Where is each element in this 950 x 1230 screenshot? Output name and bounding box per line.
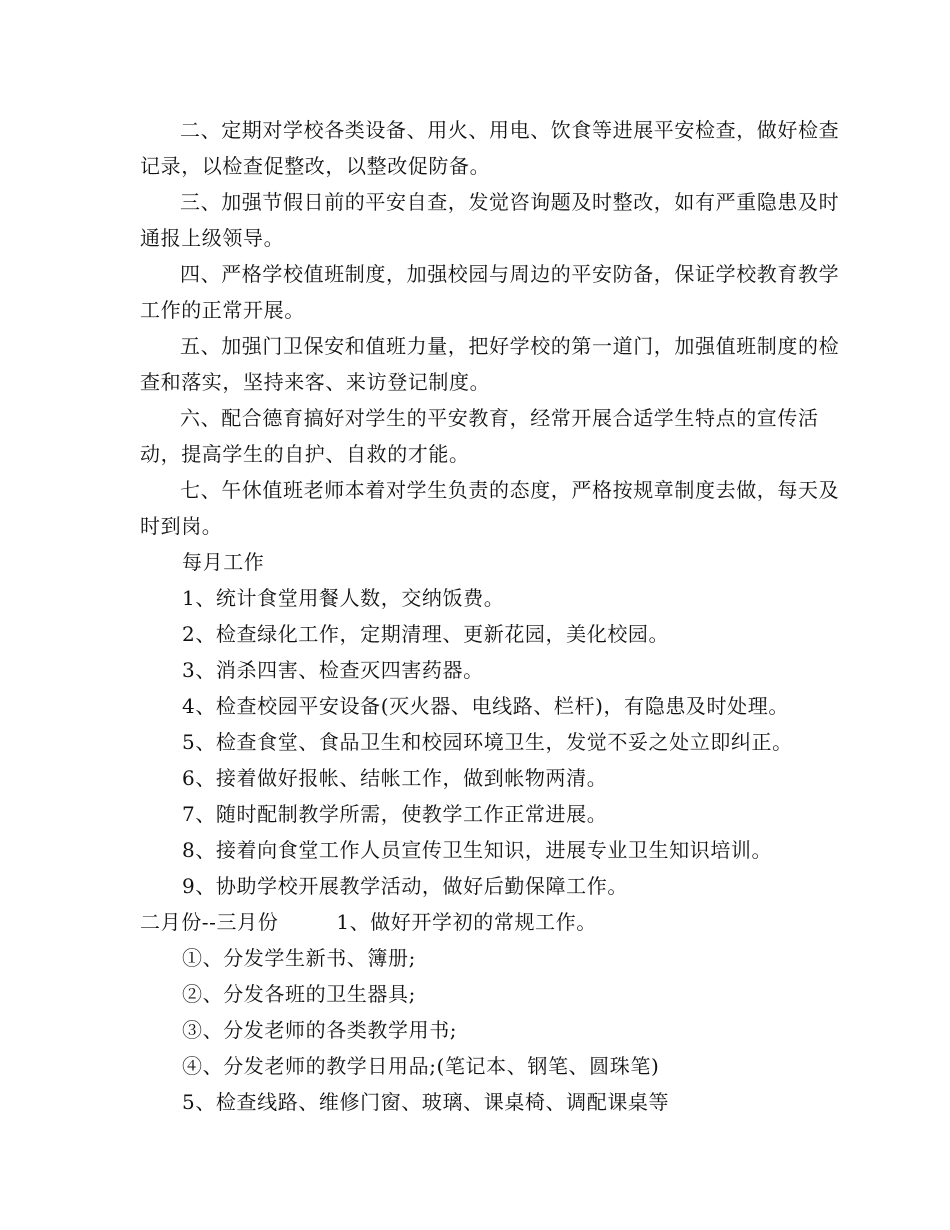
paragraph-5: 五、加强门卫保安和值班力量，把好学校的第一道门，加强值班制度的检查和落实，坚持来客、来访登记制度。 [140, 334, 840, 394]
monthly-item-3: 3、消杀四害、检查灭四害药器。 [182, 658, 484, 682]
paragraph-6: 六、配合德育搞好对学生的平安教育，经常开展合适学生特点的宣传活动，提高学生的自护、自救的才能。 [140, 406, 819, 466]
period-item-2: ②、分发各班的卫生器具; [182, 982, 416, 1006]
paragraph-7: 七、午休值班老师本着对学生负责的态度，严格按规章制度去做，每天及时到岗。 [140, 478, 840, 538]
period-item-3: ③、分发老师的各类教学用书; [182, 1018, 458, 1042]
monthly-heading: 每月工作 [182, 550, 265, 574]
monthly-item-7: 7、随时配制教学所需，使教学工作正常进展。 [182, 802, 608, 826]
period-label: 二月份--三月份 [140, 910, 279, 934]
paragraph-3: 三、加强节假日前的平安自查，发觉咨询题及时整改，如有严重隐患及时通报上级领导。 [140, 190, 840, 250]
paragraph-2: 二、定期对学校各类设备、用火、用电、饮食等进展平安检查，做好检查记录，以检查促整改，以整改促防备。 [140, 118, 840, 178]
document-body [140, 112, 840, 1120]
monthly-item-5: 5、检查食堂、食品卫生和校园环境卫生，发觉不妥之处立即纠正。 [182, 730, 793, 754]
period-item-5: 5、检查线路、维修门窗、玻璃、课桌椅、调配课桌等 [182, 1090, 670, 1114]
monthly-item-8: 8、接着向食堂工作人员宣传卫生知识，进展专业卫生知识培训。 [182, 838, 773, 862]
period-item-4: ④、分发老师的教学日用品;(笔记本、钢笔、圆珠笔) [182, 1054, 660, 1078]
monthly-item-9: 9、协助学校开展教学活动，做好后勤保障工作。 [182, 874, 628, 898]
paragraph-4: 四、严格学校值班制度，加强校园与周边的平安防备，保证学校教育教学工作的正常开展。 [140, 262, 840, 322]
period-line [140, 904, 840, 940]
monthly-item-6: 6、接着做好报帐、结帐工作，做到帐物两清。 [182, 766, 608, 790]
monthly-item-2: 2、检查绿化工作，定期清理、更新花园，美化校园。 [182, 622, 670, 646]
period-item-1: ①、分发学生新书、簿册; [182, 946, 416, 970]
monthly-item-1: 1、统计食堂用餐人数，交纳饭费。 [182, 586, 505, 610]
period-first-item: 1、做好开学初的常规工作。 [336, 910, 597, 934]
monthly-item-4: 4、检查校园平安设备(灭火器、电线路、栏杆)，有隐患及时处理。 [182, 694, 789, 718]
